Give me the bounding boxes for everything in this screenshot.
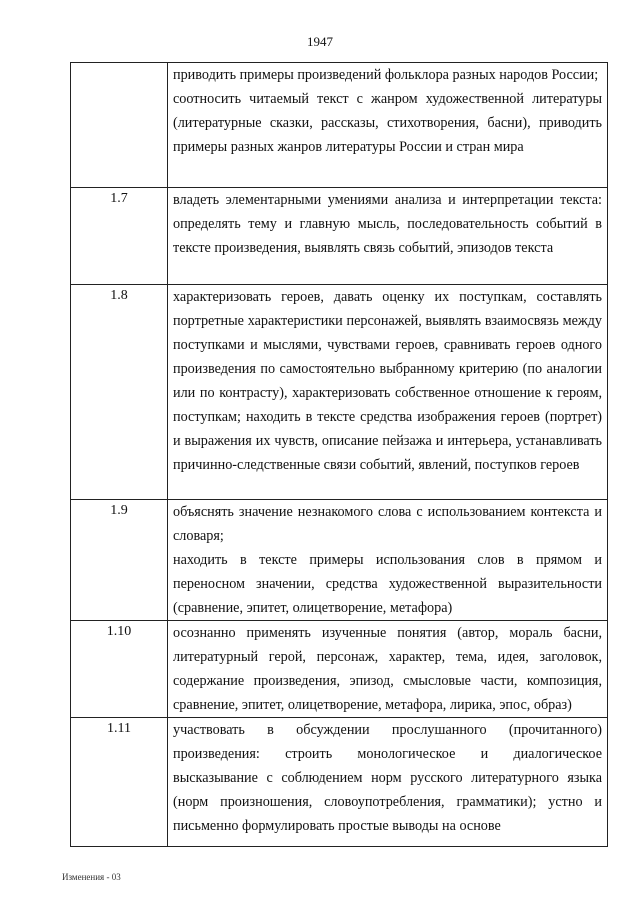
row-text-cell [168, 621, 608, 718]
row-paragraph: участвовать в обсуждении прослушанного (прочитанного) произведения: строить монологическое и диалогическое высказывание с соблюдением норм русского литературного языка (норм произношения, словоупотребления, грамматики); устно и письменно формулировать простые выводы на основе [173, 722, 602, 834]
row-paragraph: находить в тексте примеры использования слов в прямом и переносном значении, средства художественной выразительности (сравнение, эпитет, олицетворение, метафора) [173, 552, 602, 616]
row-text-cell [168, 500, 608, 621]
row-number: 1.8 [110, 288, 128, 303]
row-number-cell [71, 621, 168, 718]
row-number: 1.7 [110, 191, 128, 206]
row-text-cell [168, 285, 608, 500]
row-paragraph: приводить примеры произведений фольклора разных народов России; [173, 67, 599, 83]
table-row [71, 500, 608, 621]
table-row [71, 621, 608, 718]
row-number: 1.9 [110, 503, 128, 518]
row-number-cell [71, 500, 168, 621]
table-row [71, 63, 608, 188]
row-paragraph: объяснять значение незнакомого слова с использованием контекста и словаря; [173, 504, 602, 544]
row-paragraph: характеризовать героев, давать оценку их поступкам, составлять портретные характеристики персонажей, выявлять взаимосвязь между поступками и мыслями, чувствами героев, сравнивать героев одного произведения по самостоятельно выбранному критерию (по аналогии или по контрасту), характеризовать собственное отношение к героям, поступкам; находить в тексте средства изображения героев (портрет) и выражения их чувств, описание пейзажа и интерьера, устанавливать причинно-следственные связи событий, явлений, поступков героев [173, 289, 602, 473]
row-number-cell [71, 285, 168, 500]
row-paragraph: соотносить читаемый текст с жанром художественной литературы (литературные сказки, рассказы, стихотворения, басни), приводить примеры разных жанров литературы России и стран мира [173, 91, 602, 155]
page-number: 1947 [307, 34, 333, 49]
row-paragraph: осознанно применять изученные понятия (автор, мораль басни, литературный герой, персонаж, характер, тема, идея, заголовок, содержание произведения, эпизод, смысловые части, композиция, сравнение, эпитет, олицетворение, метафора, лирика, эпос, образ) [173, 625, 602, 713]
row-paragraph: владеть элементарными умениями анализа и интерпретации текста: определять тему и главную мысль, последовательность событий в тексте произведения, выявлять связь событий, эпизодов текста [173, 192, 602, 256]
row-text-cell [168, 63, 608, 188]
row-text-cell [168, 718, 608, 847]
footer-note: Изменения - 03 [62, 872, 121, 882]
row-number: 1.10 [106, 624, 132, 639]
row-number [71, 63, 167, 65]
row-text-cell [168, 188, 608, 285]
table-row [71, 188, 608, 285]
requirements-table [70, 62, 608, 847]
table-row [71, 285, 608, 500]
row-number-cell [71, 188, 168, 285]
row-number-cell [71, 63, 168, 188]
table-row [71, 718, 608, 847]
row-number-cell [71, 718, 168, 847]
row-number: 1.11 [107, 721, 131, 736]
